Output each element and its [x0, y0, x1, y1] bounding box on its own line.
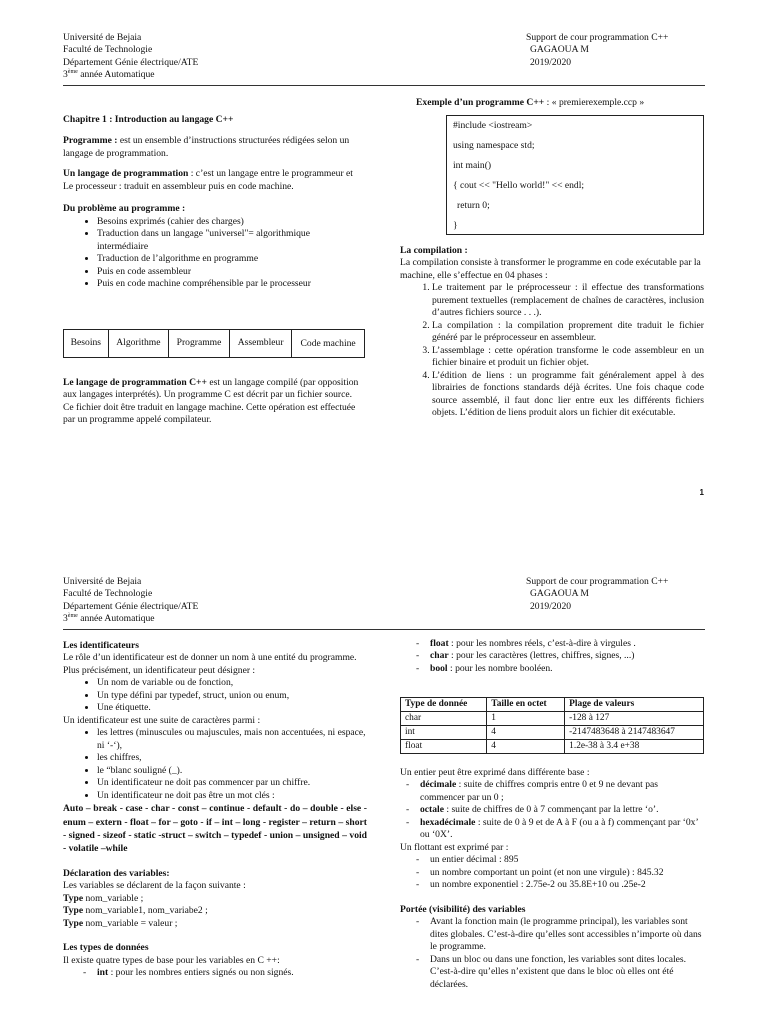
- list-item: - un nombre comportant un point (et non une virgule) : 845.32: [416, 867, 704, 879]
- ident-suite: Un identificateur est une suite de caractères parmi :: [63, 714, 261, 726]
- list-item: • Une étiquette.: [97, 702, 367, 714]
- table-row: [401, 712, 704, 726]
- list-item: - bool : pour les nombre booléen.: [416, 663, 706, 675]
- header-date: 2019/2020: [530, 600, 572, 612]
- table-cell: -2147483648 à 2147483647: [565, 726, 704, 740]
- keywords: Auto – break - case - char - const – continue - default - do – double - else - enum – extern - float – for – goto - if – int – long - register – return – short - signed - sizeof - static -struct – switch – typedef - union – unsigned – void - volatile –while: [63, 803, 367, 855]
- list-item: - hexadécimale : suite de 0 à 9 et de A à F (ou a à f) commençant par ‘0x’ ou ‘0X’.: [406, 817, 704, 842]
- ident-intro: Le rôle d’un identificateur est de donner un nom à une entité du programme. Plus précisément, un identificateur peut désigner :: [63, 652, 357, 676]
- header-university: Université de Bejaia: [63, 32, 142, 43]
- bases-intro: Un entier peut être exprimé dans différente base :: [400, 767, 590, 778]
- page1-header-left: [63, 32, 198, 82]
- list-item: • Besoins exprimés (cahier des charges): [97, 216, 363, 228]
- portee-title: Portée (visibilité) des variables: [400, 903, 526, 915]
- probleme-title: Du problème au programme :: [63, 203, 186, 215]
- code-line: using namespace std;: [453, 140, 535, 151]
- list-item: - octale : suite de chiffres de 0 à 7 commençant par la lettre ‘o’.: [406, 804, 704, 816]
- table-cell: 4: [487, 726, 565, 740]
- decl-intro: Les variables se déclarent de la façon suivante :: [63, 880, 246, 892]
- code-line: int main(): [453, 160, 492, 171]
- table-cell: 1.2e-38 à 3.4 e+38: [565, 740, 704, 754]
- header-department: Département Génie électrique/ATE: [63, 600, 199, 612]
- decl-line: Type nom_variable ;: [63, 892, 144, 904]
- list-item: - Dans un bloc ou dans une fonction, les variables sont dites locales. C’est-à-dire qu’elles n’existent que dans le bloc où elles ont été déclarées.: [416, 954, 704, 991]
- table-header: Taille en octet: [487, 698, 565, 712]
- types-intro: Il existe quatre types de base pour les variables en C ++:: [63, 954, 280, 966]
- list-item: 2. La compilation : la compilation proprement dite traduit le fichier généré par le préprocesseur en assembleur.: [432, 320, 704, 345]
- header-university: Université de Bejaia: [63, 576, 142, 587]
- list-item: • Traduction de l’algorithme en programme: [97, 253, 363, 265]
- list-item: • Puis en code machine compréhensible par le processeur: [97, 278, 363, 290]
- list-item: - float : pour les nombres réels, c’est-à-dire à virgules .: [416, 638, 706, 650]
- list-item: • Un type défini par typedef, struct, union ou enum,: [97, 690, 367, 702]
- table-cell: int: [401, 726, 487, 740]
- flow-table: [63, 329, 365, 358]
- code-line: return 0;: [457, 200, 490, 211]
- bases-list: [400, 779, 704, 841]
- header-divider: [63, 85, 705, 86]
- flow-cell: Programme: [169, 330, 230, 358]
- page2-header-left: [63, 576, 198, 626]
- types-title: Les types de données: [63, 942, 149, 954]
- table-header: Type de donnée: [401, 698, 487, 712]
- flottant-list: [400, 854, 704, 891]
- phase-list: [400, 282, 704, 419]
- header-year: 3ème année Automatique: [63, 69, 155, 81]
- cpp-paragraph: Le langage de programmation C++ est un langage compilé (par opposition aux langages interprétés). Un programme C est décrit par un fichier source. Ce fichier doit être traduit en langage machine. Cette opération est effectuée par un programme appelé compilateur.: [63, 377, 359, 426]
- page1-left-column: [63, 114, 363, 291]
- table-cell: char: [401, 712, 487, 726]
- compilation-section: [400, 245, 704, 420]
- list-item: • Puis en code assembleur: [97, 266, 363, 278]
- list-item: • les chiffres,: [97, 752, 367, 764]
- ident-list: [63, 677, 367, 714]
- list-item: - un entier décimal : 895: [416, 854, 704, 866]
- header-divider: [63, 629, 705, 630]
- code-line: #include <iostream>: [453, 120, 533, 131]
- types-list-continued: [396, 638, 706, 675]
- portee-list: [400, 916, 704, 991]
- list-item: - Avant la fonction main (le programme principal), les variables sont dites globales. C’est-à-dire qu’elles sont accessibles n’importe où dans le programme.: [416, 916, 704, 953]
- header-year: 3ème année Automatique: [63, 613, 155, 625]
- table-row: [401, 726, 704, 740]
- page-number: 1: [699, 488, 704, 497]
- programme-definition: Programme : est un ensemble d’instructions structurées rédigées selon un langage de programmation.: [63, 135, 350, 159]
- compilation-title: La compilation :: [400, 245, 468, 256]
- decl-line: Type nom_variable1, nom_variabe2 ;: [63, 905, 208, 917]
- code-box: [446, 115, 704, 235]
- list-item: 1. Le traitement par le préprocesseur : il effectue des transformations purement textuelles (remplacement de chaînes de caractères, inclusion d’autres fichiers source . . .).: [432, 282, 704, 319]
- chapter-title: Chapitre 1 : Introduction au langage C++: [63, 114, 234, 125]
- example-title: Exemple d’un programme C++ : « premierexemple.ccp »: [416, 97, 645, 108]
- header-department: Département Génie électrique/ATE: [63, 56, 199, 68]
- flow-cell: Besoins: [64, 330, 109, 358]
- table-row: [401, 740, 704, 754]
- page1-header-right: [526, 32, 668, 69]
- langage-definition: Un langage de programmation : c’est un langage entre le programmeur et Le processeur : traduit en assembleur puis en code machine.: [63, 168, 353, 192]
- header-author: GAGAOUA M: [530, 44, 589, 56]
- list-item: - décimale : suite de chiffres compris entre 0 et 9 ne devant pas commencer par un 0 ;: [406, 779, 704, 804]
- types-table: [400, 697, 704, 754]
- page2-left-column: [63, 640, 367, 980]
- table-header: Plage de valeurs: [565, 698, 704, 712]
- decl-line: Type nom_variable = valeur ;: [63, 917, 178, 929]
- flow-cell: Algorithme: [108, 330, 168, 358]
- header-course: Support de cour programmation C++: [526, 32, 669, 43]
- table-cell: float: [401, 740, 487, 754]
- code-line: { cout << "Hello world!" << endl;: [453, 180, 585, 191]
- code-line: }: [453, 220, 458, 231]
- flow-cell: Code machine: [292, 330, 365, 358]
- list-item: • Un nom de variable ou de fonction,: [97, 677, 367, 689]
- list-item: 3. L’assemblage : cette opération transforme le code assembleur en un fichier binaire et produit un fichier objet.: [432, 345, 704, 370]
- decl-title: Déclaration des variables:: [63, 867, 170, 879]
- types-list: [63, 967, 367, 979]
- list-item: • Un identificateur ne doit pas être un mot clés :: [97, 790, 367, 802]
- probleme-list: [63, 216, 363, 291]
- list-item: 4. L’édition de liens : un programme fait généralement appel à des librairies de fonctions standards déjà écrites. Une fois chaque code source assemblé, il faut donc lier entre eux les différents fichiers objets. L’édition de liens produit alors un fichier dit exécutable.: [432, 370, 704, 420]
- header-date: 2019/2020: [530, 56, 572, 68]
- list-item: - char : pour les caractères (lettres, chiffres, signes, ...): [416, 650, 706, 662]
- bases-section: [400, 767, 704, 991]
- list-item: • Un identificateur ne doit pas commencer par un chiffre.: [97, 777, 367, 789]
- table-cell: -128 à 127: [565, 712, 704, 726]
- page2-right-column: [396, 638, 706, 675]
- flow-cell: Assembleur: [230, 330, 292, 358]
- list-item: - un nombre exponentiel : 2.75e-2 ou 35.8E+10 ou .25e-2: [416, 879, 704, 891]
- list-item: • Traduction dans un langage "universel"= algorithmique intermédiaire: [97, 228, 363, 253]
- header-author: GAGAOUA M: [530, 588, 589, 600]
- header-faculty: Faculté de Technologie: [63, 588, 153, 600]
- table-header-row: [401, 698, 704, 712]
- page2-header-right: [526, 576, 668, 613]
- list-item: • le “blanc souligné (_).: [97, 765, 367, 777]
- list-item: • les lettres (minuscules ou majuscules, mais non accentuées, ni espace, ni ‘-‘),: [97, 727, 367, 752]
- compilation-intro: La compilation consiste à transformer le programme en code exécutable par la machine, elle s’effectue en 04 phases :: [400, 257, 701, 281]
- list-item: - int : pour les nombres entiers signés ou non signés.: [83, 967, 367, 979]
- table-cell: 1: [487, 712, 565, 726]
- header-faculty: Faculté de Technologie: [63, 44, 153, 56]
- char-list: [63, 727, 367, 802]
- flottant-intro: Un flottant est exprimé par :: [400, 841, 509, 853]
- ident-title: Les identificateurs: [63, 640, 139, 651]
- header-course: Support de cour programmation C++: [526, 576, 669, 587]
- table-cell: 4: [487, 740, 565, 754]
